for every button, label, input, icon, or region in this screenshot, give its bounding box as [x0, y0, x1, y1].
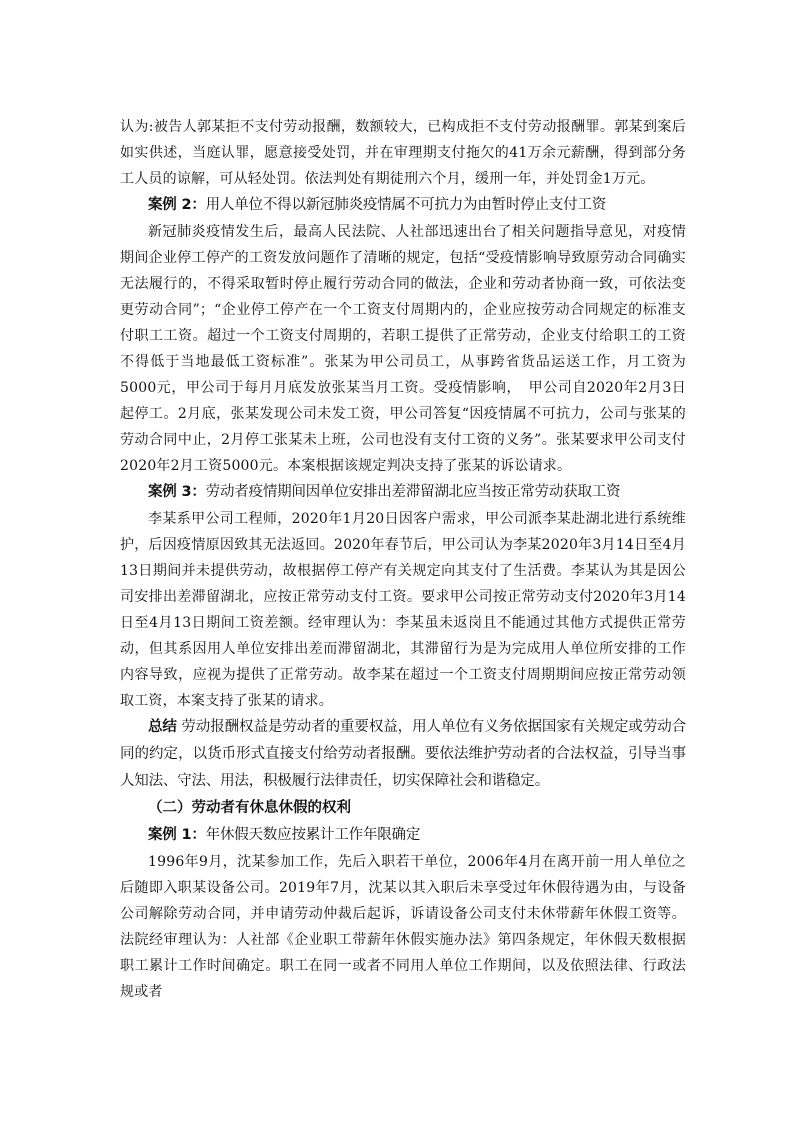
case-3-title: 劳动者疫情期间因单位安排出差滞留湖北应当按正常劳动获取工资: [205, 484, 621, 500]
summary-text: 劳动报酬权益是劳动者的重要权益，用人单位有义务依据国家有关规定或劳动合同的约定，以货币形式直接支付给劳动者报酬。要依法维护劳动者的合法权益，引导当事人知法、守法、用法，积极履行法律责任，切实保障社会和谐稳定。: [120, 719, 686, 789]
case-2-title: 用人单位不得以新冠肺炎疫情属不可抗力为由暂时停止支付工资: [205, 197, 607, 213]
section-heading-rest-rights: （二）劳动者有休息休假的权利: [148, 800, 351, 816]
summary-paragraph: [120, 714, 686, 795]
paragraph-verdict: 认为:被告人郭某拒不支付劳动报酬，数额较大，已构成拒不支付劳动报酬罪。郭某到案后如实供述，当庭认罪，愿意接受处罚，并在审理期支付拖欠的41万余元薪酬，得到部分务工人员的谅解，可从轻处罚。依法判处有期徒刑六个月，缓刑一年，并处罚金1万元。: [120, 119, 686, 187]
summary-label: 总结: [148, 719, 177, 735]
case-1-label: 案例 1：: [148, 827, 206, 843]
case-2-heading: [120, 192, 686, 219]
case-3-label: 案例 3：: [148, 484, 206, 500]
document-page: [120, 114, 686, 1005]
case-1-heading: [120, 822, 686, 849]
paragraph-case-2: 新冠肺炎疫情发生后，最高人民法院、人社部迅速出台了相关问题指导意见，对疫情期间企业停工停产的工资发放问题作了清晰的规定，包括“受疫情影响导致原劳动合同确实无法履行的，不得采取暂时停止履行劳动合同的做法，企业和劳动者协商一致，可依法变更劳动合同”；“企业停工停产在一个工资支付周期内的，企业应按劳动合同规定的标准支付职工工资。超过一个工资支付周期的，若职工提供了正常劳动，企业支付给职工的工资不得低于当地最低工资标准”。张某为甲公司员工，从事跨省货品运送工作，月工资为5000元，甲公司于每月月底发放张某当月工资。受疫情影响， 甲公司自2020年2月3日起停工。2月底，张某发现公司未发工资，甲公司答复“因疫情属不可抗力，公司与张某的劳动合同中止，2月停工张某未上班，公司也没有支付工资的义务”。张某要求甲公司支付2020年2月工资5000元。本案根据该规定判决支持了张某的诉讼请求。: [120, 224, 686, 474]
case-3-heading: [120, 479, 686, 506]
paragraph-case-1: 1996年9月，沈某参加工作，先后入职若干单位，2006年4月在离开前一用人单位之后随即入职某设备公司。2019年7月，沈某以其入职后未享受过年休假待遇为由，与设备公司解除劳动合同，并申请劳动仲裁后起诉，诉请设备公司支付未休带薪年休假工资等。法院经审理认为：人社部《企业职工带薪年休假实施办法》第四条规定，年休假天数根据职工累计工作时间确定。职工在同一或者不同用人单位工作期间，以及依照法律、行政法规或者: [120, 854, 686, 1000]
case-1-title: 年休假天数应按累计工作年限确定: [205, 827, 421, 843]
paragraph-case-3: 李某系甲公司工程师，2020年1月20日因客户需求，甲公司派李某赴湖北进行系统维护，后因疫情原因致其无法返回。2020年春节后，甲公司认为李某2020年3月14日至4月13日期间并未提供劳动，故根据停工停产有关规定向其支付了生活费。李某认为其是因公司安排出差滞留湖北，应按正常劳动支付工资。要求甲公司按正常劳动支付2020年3月14日至4月13日期间工资差额。经审理认为：李某虽未返岗且不能通过其他方式提供正常劳动，但其系因用人单位安排出差而滞留湖北，其滞留行为是为完成用人单位所安排的工作内容导致，应视为提供了正常劳动。故李某在超过一个工资支付周期期间应按正常劳动领取工资，本案支持了张某的请求。: [120, 511, 686, 709]
case-2-label: 案例 2：: [148, 197, 206, 213]
